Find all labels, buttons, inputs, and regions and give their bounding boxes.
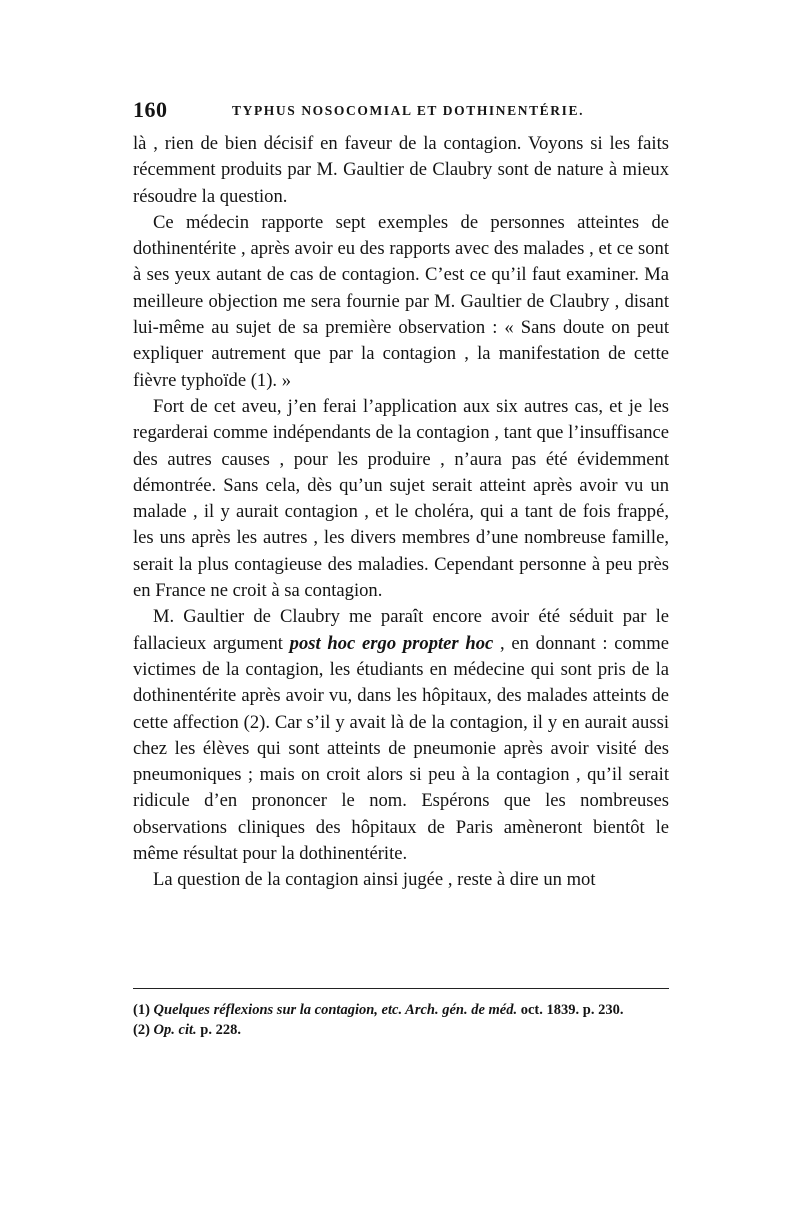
running-head [133,98,669,122]
paragraph-text: , en donnant : comme victimes de la contagion, les étudiants en médecine qui sont pris de la dothinentérite après avoir vu, dans les hôpitaux, des malades atteints de cette affection (2). Car s’il y avait là de la contagion, il y en aurait aussi chez les élèves qui sont atteints de pneumonie après avoir visité des pneumoniques ; mais on croit alors si peu à la contagion , qu’il serait ridicule d’en prononcer le nom. Espérons que les nombreuses observations cliniques des hôpitaux de Paris amèneront bientôt le même résultat pour la dothinentérite. [133,632,669,865]
latin-phrase: post hoc ergo propter hoc [289,632,494,654]
body-text [133,131,669,894]
paragraph: Ce médecin rapporte sept exemples de personnes atteintes de dothinentérite , après avoir eu des rapports avec des malades , et ce sont à ses yeux autant de cas de contagion. C’est ce qu’il faut examiner. Ma meilleure objection me sera fournie par M. Gaultier de Claubry , disant lui-même au sujet de sa première observation : « Sans doute on peut expliquer autrement que par la contagion , la manifestation de cette fièvre typhoïde (1). » [133,211,669,391]
paragraph: Fort de cet aveu, j’en ferai l’application aux six autres cas, et je les regarderai comme indépendants de la contagion , tant que l’insuffisance des autres causes , pour les produire , n’aura pas été évidemment démontrée. Sans cela, dès qu’un sujet serait atteint après avoir vu un malade , il y aurait contagion , et le choléra, qui a tant de fois frappé, les uns après les autres , les divers membres d’une nombreuse famille, serait la plus contagieuse des maladies. Cependant personne à peu près en France ne croit à sa contagion. [133,395,669,602]
page-number: 160 [133,97,168,122]
footnote-marker: (1) [133,1002,150,1018]
footnote-text: oct. 1839. p. 230. [520,1002,624,1018]
paragraph-text: M. Gaultier de Claubry me paraît encore avoir été séduit par le fallacieux argument [133,606,669,654]
footnote-marker: (2) [133,1022,150,1038]
footnote-1 [133,1000,669,1020]
paragraph-continuation: là , rien de bien décisif en faveur de la contagion. Voyons si les faits récemment produits par M. Gaultier de Claubry sont de nature à mieux résoudre la question. [133,133,669,207]
running-title: TYPHUS NOSOCOMIAL ET DOTHINENTÉRIE. [232,103,585,118]
footnote-text: p. 228. [200,1022,241,1038]
footnote-divider [133,988,669,989]
paragraph [133,604,669,867]
footnote-citation: Quelques réflexions sur la contagion, etc. Arch. gén. de méd. [153,1002,518,1018]
footnotes [133,1000,669,1040]
footnote-2 [133,1020,669,1040]
footnote-citation: Op. cit. [153,1022,197,1038]
paragraph: La question de la contagion ainsi jugée , reste à dire un mot [153,869,596,891]
